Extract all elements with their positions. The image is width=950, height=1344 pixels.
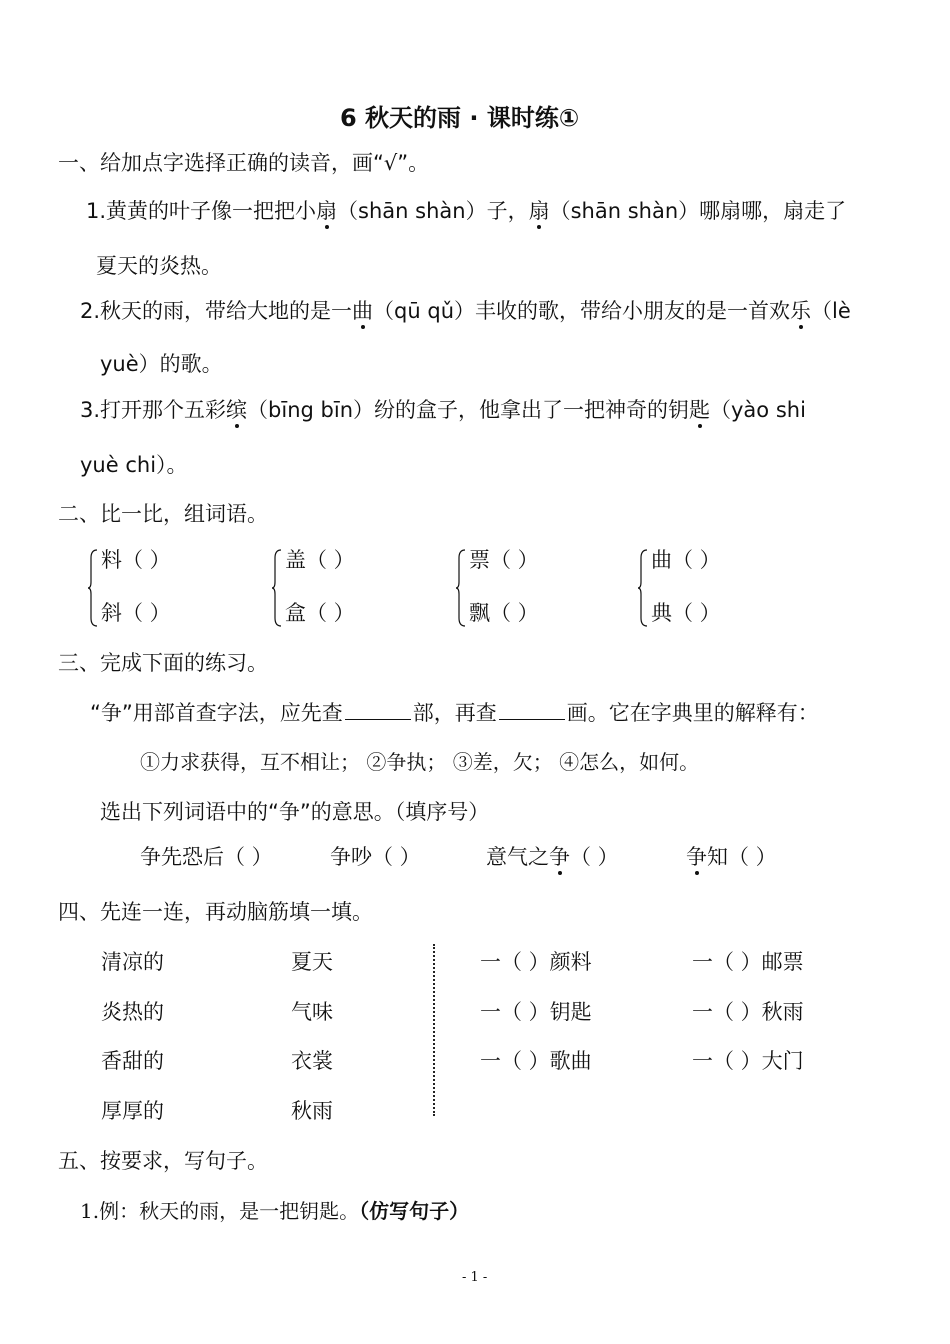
right-word-1: 夏天 — [291, 950, 333, 974]
radical-text: 部，再查 — [412, 701, 497, 725]
brace-icon — [88, 548, 98, 628]
section-3-heading: 三、完成下面的练习。 — [58, 651, 268, 675]
q2-pinyin-options: （lè — [811, 299, 851, 323]
word-1: 争先恐后（ ） — [140, 845, 273, 869]
section-5-heading: 五、按要求，写句子。 — [58, 1149, 268, 1173]
instruction-text: 选出下列词语中的“争”的意思。（填序号） — [100, 800, 490, 824]
word-4 — [686, 841, 777, 871]
section-4-heading: 四、先连一连，再动脑筋填一填。 — [58, 900, 373, 924]
meanings-list: ①力求获得，互不相让； ②争执； ③差，欠； ④怎么，如何。 — [140, 750, 700, 774]
measure-fill-5: 一（ ）秋雨 — [692, 1000, 804, 1024]
dotted-char: 曲 — [352, 299, 374, 323]
q1-text: 1.黄黄的叶子像一把把小 — [86, 199, 317, 223]
word-group-1-top: 料（ ） — [101, 548, 171, 572]
measure-fill-3: 一（ ）歌曲 — [480, 1049, 592, 1073]
word-group-3-top: 票（ ） — [469, 548, 539, 572]
dotted-char: 争 — [549, 845, 570, 869]
dotted-char: 扇 — [528, 199, 550, 223]
q2-pinyin-options: （qū qǔ）丰收的歌，带给小朋友的是一首欢 — [373, 299, 790, 323]
brace-icon — [272, 548, 282, 628]
q1-pinyin-options: （shān shàn）子， — [337, 199, 529, 223]
left-word-3: 香甜的 — [101, 1049, 164, 1073]
measure-fill-2: 一（ ）钥匙 — [480, 1000, 592, 1024]
q3-pinyin-options: （yào shi — [710, 398, 806, 422]
dotted-char: 争 — [686, 845, 707, 869]
measure-fill-4: 一（ ）邮票 — [692, 950, 804, 974]
dotted-char: 乐 — [790, 299, 811, 323]
word-4-text: 知（ ） — [707, 845, 777, 869]
right-word-4: 秋雨 — [291, 1099, 333, 1123]
word-group-4-bottom: 典（ ） — [651, 601, 721, 625]
blank-radical — [345, 718, 411, 720]
radical-text: “争”用部首查字法，应先查 — [90, 701, 343, 725]
example-sentence — [80, 1195, 469, 1224]
left-word-1: 清凉的 — [101, 950, 164, 974]
left-word-2: 炎热的 — [101, 1000, 164, 1024]
page-number: - 1 - — [462, 1270, 488, 1285]
left-word-4: 厚厚的 — [101, 1099, 164, 1123]
word-group-1-bottom: 斜（ ） — [101, 601, 171, 625]
word-2: 争吵（ ） — [330, 845, 421, 869]
right-word-2: 气味 — [291, 1000, 333, 1024]
brace-icon — [456, 548, 466, 628]
dotted-char: 缤 — [226, 398, 248, 422]
word-3 — [486, 841, 619, 871]
radical-text: 画。它在字典里的解释有： — [566, 701, 819, 725]
question-2-line-1 — [80, 295, 851, 325]
radical-lookup-line — [90, 697, 819, 727]
word-group-4-top: 曲（ ） — [651, 548, 721, 572]
word-3-text: 意气之 — [486, 845, 549, 869]
q3-pinyin-options: （bīng bīn）纷的盒子，他拿出了一把神奇的钥 — [247, 398, 689, 422]
question-3-line-2: yuè chi）。 — [80, 453, 188, 477]
question-2-line-2: yuè）的歌。 — [100, 352, 223, 376]
measure-fill-6: 一（ ）大门 — [692, 1049, 804, 1073]
example-hint: （仿写句子） — [359, 1199, 470, 1223]
page-title: 6 秋天的雨 · 课时练① — [340, 104, 580, 132]
dotted-divider — [433, 944, 435, 1116]
q3-text: 3.打开那个五彩 — [80, 398, 227, 422]
word-group-3-bottom: 飘（ ） — [469, 601, 539, 625]
blank-strokes — [499, 718, 565, 720]
dotted-char: 扇 — [316, 199, 338, 223]
word-group-2-top: 盖（ ） — [285, 548, 355, 572]
example-text: 1.例：秋天的雨，是一把钥匙。 — [80, 1199, 360, 1223]
right-word-3: 衣裳 — [291, 1049, 333, 1073]
measure-fill-1: 一（ ）颜料 — [480, 950, 592, 974]
section-1-heading: 一、给加点字选择正确的读音，画“√”。 — [58, 151, 430, 175]
question-1-line-2: 夏天的炎热。 — [96, 254, 222, 278]
question-1-line-1 — [86, 195, 846, 225]
word-group-2-bottom: 盒（ ） — [285, 601, 355, 625]
section-2-heading: 二、比一比，组词语。 — [58, 502, 268, 526]
word-3-bracket: （ ） — [570, 845, 619, 869]
brace-icon — [638, 548, 648, 628]
q1-pinyin-options: （shān shàn）哪扇哪，扇走了 — [549, 199, 847, 223]
question-3-line-1 — [80, 394, 806, 424]
q2-text: 2.秋天的雨，带给大地的是一 — [80, 299, 353, 323]
dotted-char: 匙 — [689, 398, 710, 422]
